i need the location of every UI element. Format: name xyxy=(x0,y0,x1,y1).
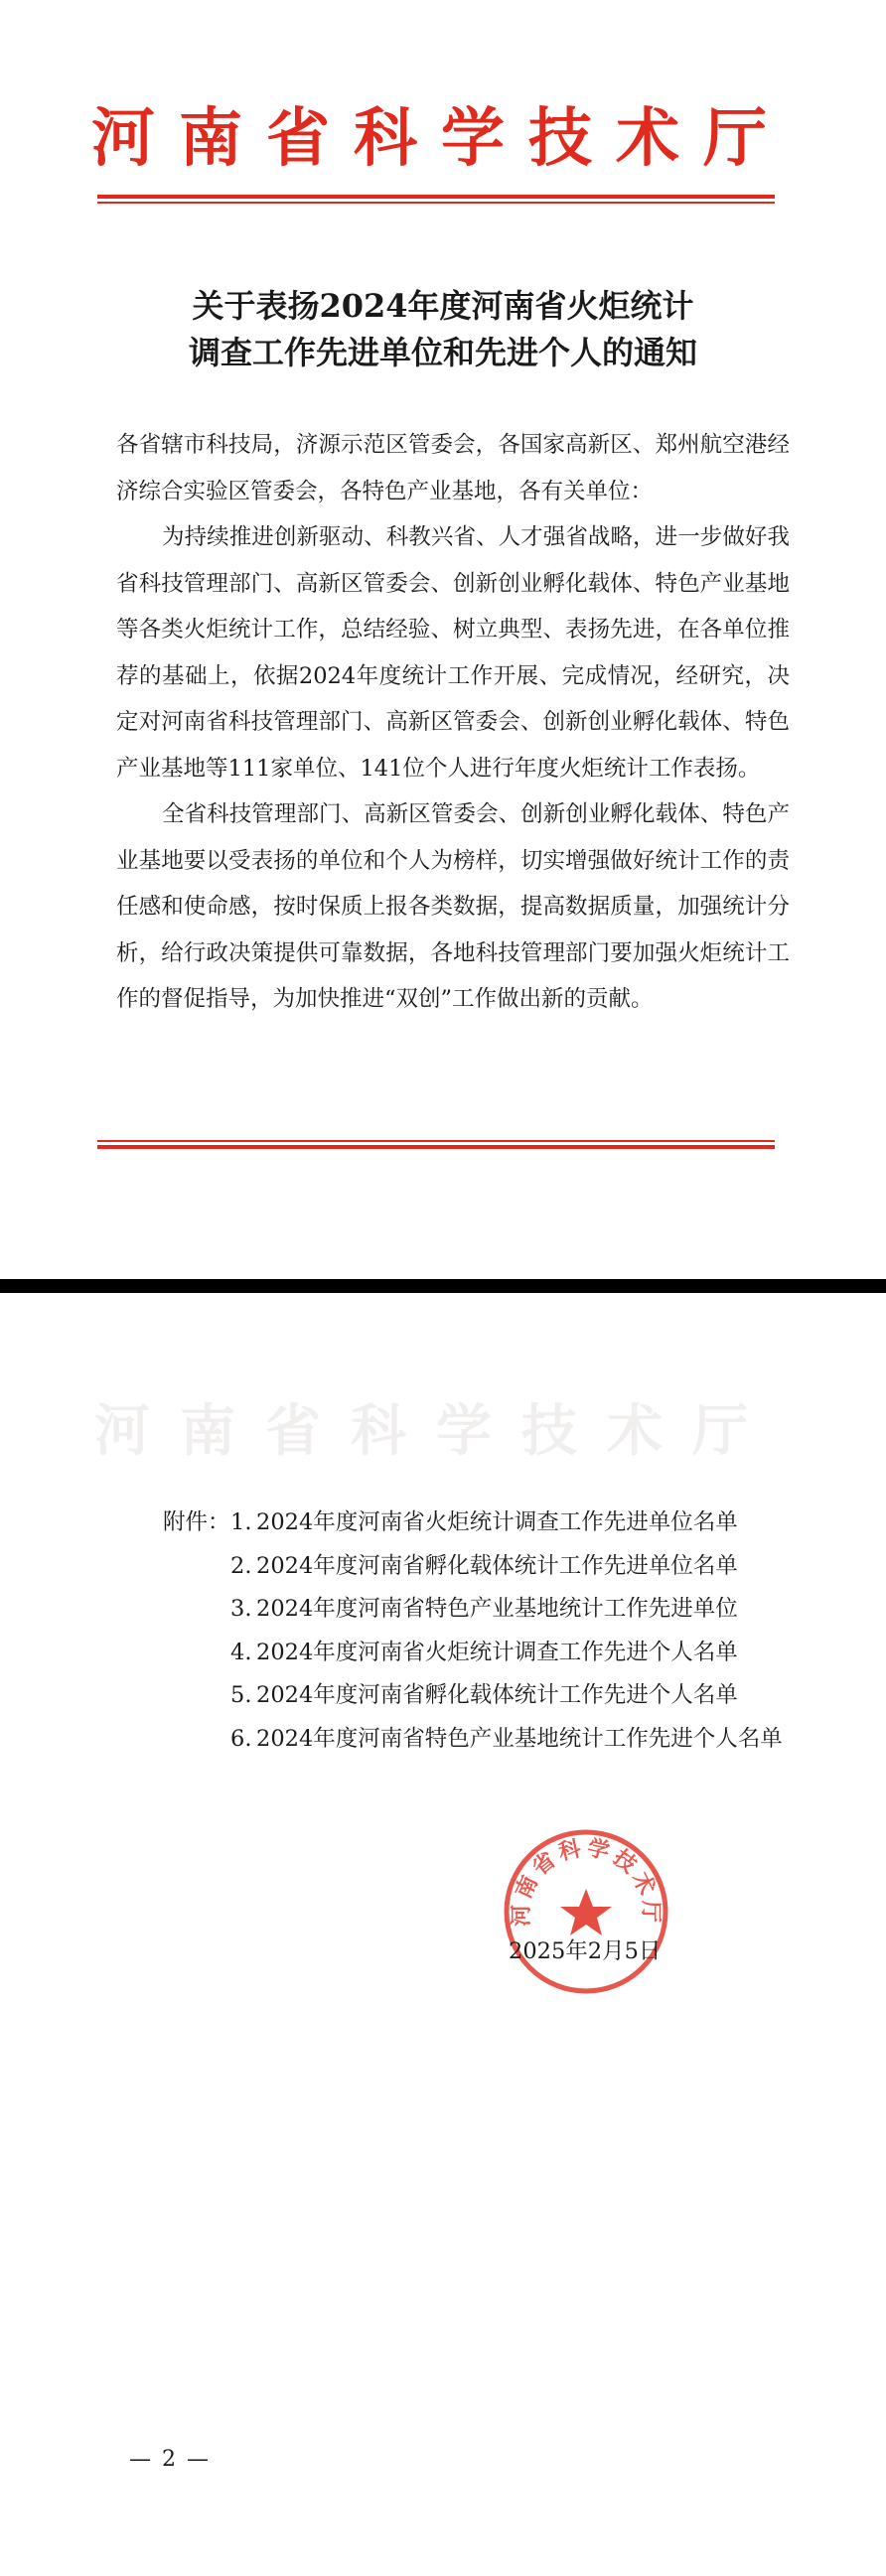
official-seal xyxy=(502,1827,670,1996)
attachments-list xyxy=(230,1502,799,1761)
attachment-number: 6. xyxy=(230,1725,252,1752)
masthead-rule-thick xyxy=(97,195,775,199)
attachments-label: 附件： xyxy=(163,1509,230,1535)
bottom-rule-thin xyxy=(97,1140,775,1142)
attachment-text: 2024年度河南省火炬统计调查工作先进个人名单 xyxy=(256,1639,738,1665)
attachment-item xyxy=(230,1718,799,1762)
attachment-item xyxy=(230,1632,799,1675)
notice-title-line2: 调查工作先进单位和先进个人的通知 xyxy=(188,334,697,371)
page-one xyxy=(0,0,886,1279)
notice-paragraph-2: 全省科技管理部门、高新区管委会、创新创业孵化载体、特色产业基地要以受表扬的单位和个人为榜样，切实增强做好统计工作的责任感和使命感，按时保质上报各类数据，提高数据质量，加强统计分析，给行政决策提供可靠数据，各地科技管理部门要加强火炬统计工作的督促指导，为加快推进“双创”工作做出新的贡献。 xyxy=(116,801,790,1012)
attachment-text: 2024年度河南省孵化载体统计工作先进单位名单 xyxy=(256,1552,738,1579)
page-separator xyxy=(0,1279,886,1293)
attachment-number: 5. xyxy=(230,1682,252,1708)
page-number: — 2 — xyxy=(129,2447,211,2472)
masthead-rule-thin xyxy=(97,202,775,204)
attachment-item xyxy=(230,1502,799,1545)
seal-text: 河南省科学技术厅 xyxy=(508,1834,664,1927)
notice-paragraph-1: 为持续推进创新驱动、科教兴省、人才强省战略，进一步做好我省科技管理部门、高新区管委会、创新创业孵化载体、特色产业基地等各类火炬统计工作，总结经验、树立典型、表扬先进，在各单位推荐的基础上，依据2024年度统计工作开展、完成情况，经研究，决定对河南省科技管理部门、高新区管委会、创新创业孵化载体、特色产业基地等111家单位、141位个人进行年度火炬统计工作表扬。 xyxy=(116,524,790,782)
notice-title xyxy=(89,283,797,376)
org-masthead: 河南省科学技术厅 xyxy=(91,101,791,176)
attachment-text: 2024年度河南省特色产业基地统计工作先进个人名单 xyxy=(256,1725,783,1752)
attachment-number: 4. xyxy=(230,1639,252,1665)
attachment-item xyxy=(230,1545,799,1589)
bottom-rule-thick xyxy=(97,1145,775,1149)
attachment-text: 2024年度河南省孵化载体统计工作先进个人名单 xyxy=(256,1682,738,1708)
attachment-text: 2024年度河南省火炬统计调查工作先进单位名单 xyxy=(256,1509,738,1535)
attachment-number: 3. xyxy=(230,1596,252,1622)
attachment-number: 1. xyxy=(230,1509,252,1535)
attachment-item xyxy=(230,1588,799,1632)
attachment-number: 2. xyxy=(230,1552,252,1579)
attachment-text: 2024年度河南省特色产业基地统计工作先进单位 xyxy=(256,1596,738,1622)
seal-star-icon xyxy=(560,1889,612,1935)
signature-date: 2025年2月5日 xyxy=(509,1938,662,1964)
attachment-item xyxy=(230,1674,799,1718)
page-two xyxy=(0,1293,886,2576)
notice-body xyxy=(116,422,790,1023)
notice-addressee: 各省辖市科技局，济源示范区管委会，各国家高新区、郑州航空港经济综合实验区管委会，各特色产业基地，各有关单位： xyxy=(116,432,790,504)
show-through-masthead: 河南省科学技术厅 xyxy=(94,1398,778,1464)
notice-title-line1: 关于表扬2024年度河南省火炬统计 xyxy=(192,287,694,325)
